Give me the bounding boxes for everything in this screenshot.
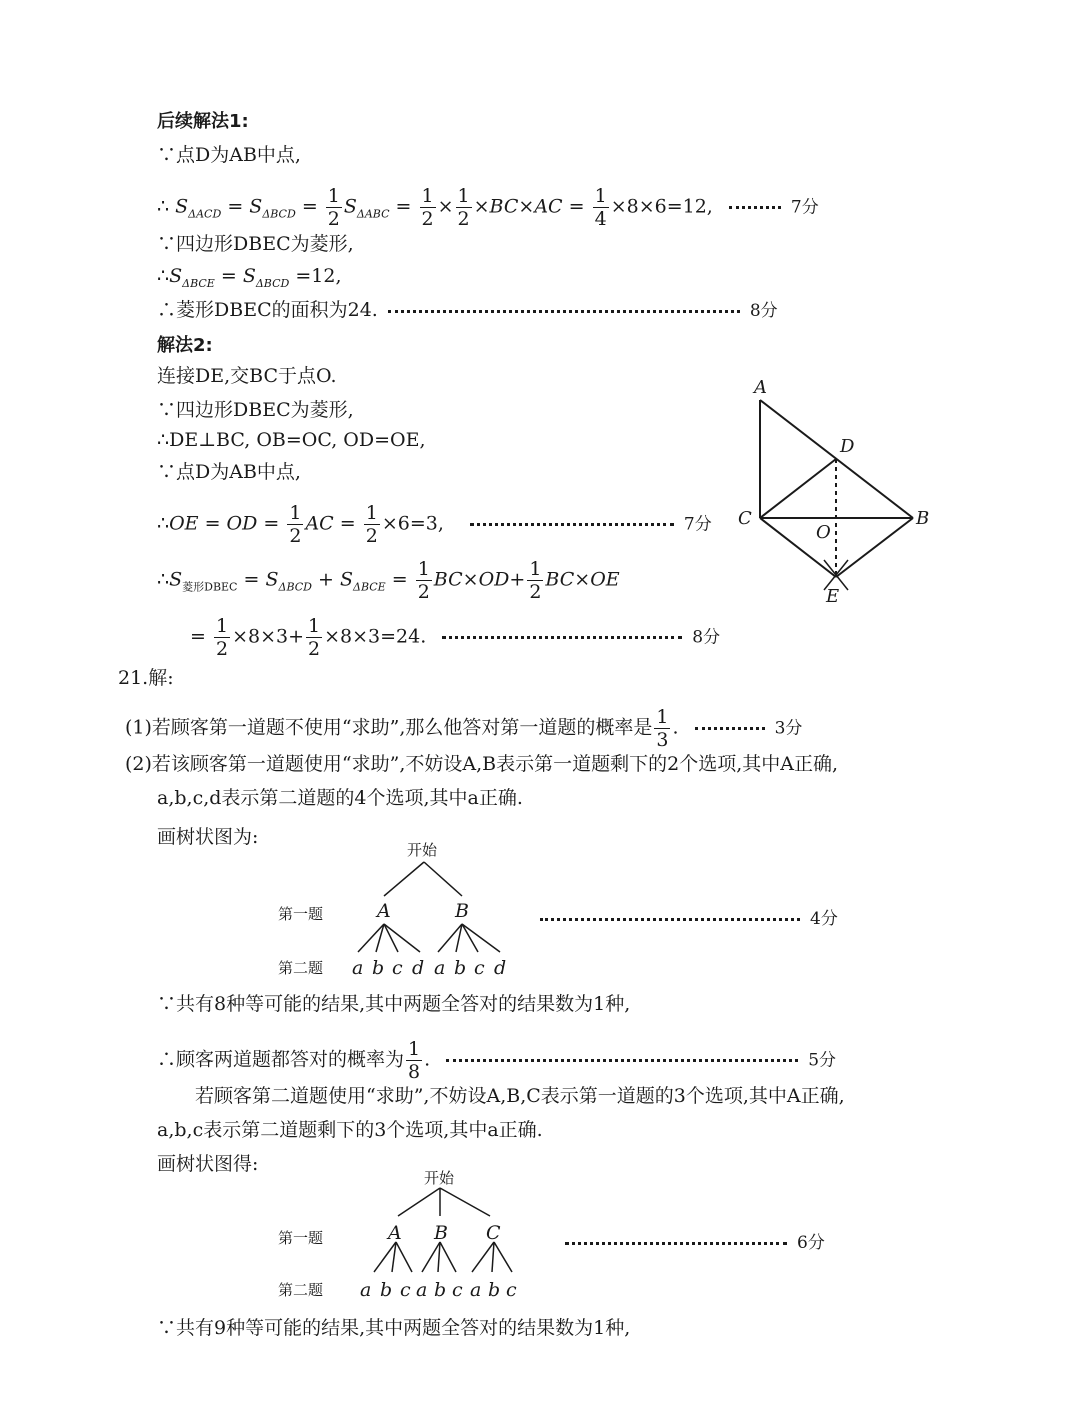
tree2-node-a: A [388,1222,402,1244]
tree2-leaf: c [506,1279,517,1301]
label-b: B [916,508,930,529]
tree2-leaf: b [380,1279,393,1301]
section2-line3: ∴DE⊥BC, OB=OC, OD=OE, [157,429,426,451]
tree1-leaf: a [352,957,364,978]
tree2-row1-label: 第一题 [278,1229,324,1247]
tree1-diagram [340,858,520,978]
tree2-leaf: b [434,1279,447,1301]
q21-title: 21.解: [118,667,174,689]
tree2-node-c: C [486,1222,501,1244]
segment-cd [760,459,836,518]
label-a: A [754,377,767,398]
section1-line4: $\therefore S_{\Delta BCE} = S_{\Delta BCD} =12$, [157,265,342,290]
tree1-start: 开始 [407,841,438,859]
section1-line3: ∵四边形DBEC为菱形, [157,233,354,255]
tree1-row1-label: 第一题 [278,905,324,923]
section1-line5: ∴菱形DBEC的面积为24. 8分 [157,299,778,321]
section2-heading: 解法2: [157,335,213,356]
section2-rhombus-area: $\therefore S_{菱形DBEC} = S_{\Delta BCD} + S_{\Delta BCE}$ = $\frac{1}{2}$ BC×OD+ $\frac{1}{2}$ BC×OE [157,558,620,603]
label-e: E [826,586,840,607]
tree1-row2-label: 第二题 [278,959,324,977]
section1-line1: ∵点D为AB中点, [157,144,301,166]
rhombus-figure [730,370,940,610]
tree1-title: 画树状图为: [157,826,259,848]
tree1-score-line: 4分 [530,906,838,931]
prob1-line: ∴顾客两道题都答对的概率为 $\frac{1}{8}$ . 5分 [157,1038,837,1083]
tree1-leaf: b [372,957,385,978]
tree1-leaf: a [434,957,446,978]
q21-part2-line2: a,b,c,d表示第二道题的4个选项,其中a正确. [157,787,523,809]
tree2-leaf: c [400,1279,411,1301]
tree2-leaf: b [488,1279,501,1301]
tree2-leaf: a [416,1279,428,1301]
tree1-node-b: B [455,900,469,922]
tree2-start: 开始 [424,1169,455,1187]
tree2-row2-label: 第二题 [278,1281,324,1299]
tree1-leaf: c [392,957,403,978]
q21-part1: (1)若顾客第一道题不使用“求助”,那么他答对第一道题的概率是 $\frac{1}{3}$ . 3分 [125,706,803,751]
score-7: 7分 [790,197,819,218]
section2-line1: 连接DE,交BC于点O. [157,365,337,387]
label-o: O [816,522,831,543]
tree1-leaf: d [494,957,507,978]
section2-final-calc: = $\frac{1}{2}$ ×8×3+ $\frac{1}{2}$ ×8×3=24. 8分 [190,615,721,660]
result2: ∵共有9种等可能的结果,其中两题全答对的结果数为1种, [157,1317,631,1339]
label-c: C [738,508,752,529]
fraction-half: $\frac{1}{2}$ [327,185,340,230]
tree2-leaf: c [452,1279,463,1301]
section1-heading: 后续解法1: [157,111,249,132]
tree1-node-a: A [377,900,391,922]
section2-oe-equation: ∴OE = OD = $\frac{1}{2}$ AC = $\frac{1}{2}$ ×6=3, 7分 [157,502,712,547]
tree2-node-b: B [434,1222,448,1244]
q21-part2-line1: (2)若该顾客第一道题使用“求助”,不妨设A,B表示第一道题剩下的2个选项,其中A正确, [125,753,838,775]
tree1-leaf: d [412,957,425,978]
tree2-leaf: a [360,1279,372,1301]
tree2-leaf: a [470,1279,482,1301]
tree1-leaf: b [454,957,467,978]
result1: ∵共有8种等可能的结果,其中两题全答对的结果数为1种, [157,993,631,1015]
label-d: D [840,436,855,457]
q21-part3-line1: 若顾客第二道题使用“求助”,不妨设A,B,C表示第一道题的3个选项,其中A正确, [195,1085,845,1107]
segment-be [836,518,913,577]
tree2-title: 画树状图得: [157,1153,259,1175]
tree2-diagram [350,1186,530,1306]
q21-part3-line2: a,b,c表示第二道题剩下的3个选项,其中a正确. [157,1119,543,1141]
section2-line4: ∵点D为AB中点, [157,461,301,483]
section2-line2: ∵四边形DBEC为菱形, [157,399,354,421]
tree1-leaf: c [474,957,485,978]
section1-area-equation: ∴ $S_{\Delta ACD} = S_{\Delta BCD}$ = $\frac{1}{2}$ $S_{\Delta ABC}$ = $\frac{1}{2}$ × $\frac{1}{2}$ ×BC×AC = $\frac{1}{4}$ ×8×6=12, 7分 [157,185,819,230]
leader-dots [729,206,781,209]
tree2-score-line: 6分 [555,1230,825,1255]
